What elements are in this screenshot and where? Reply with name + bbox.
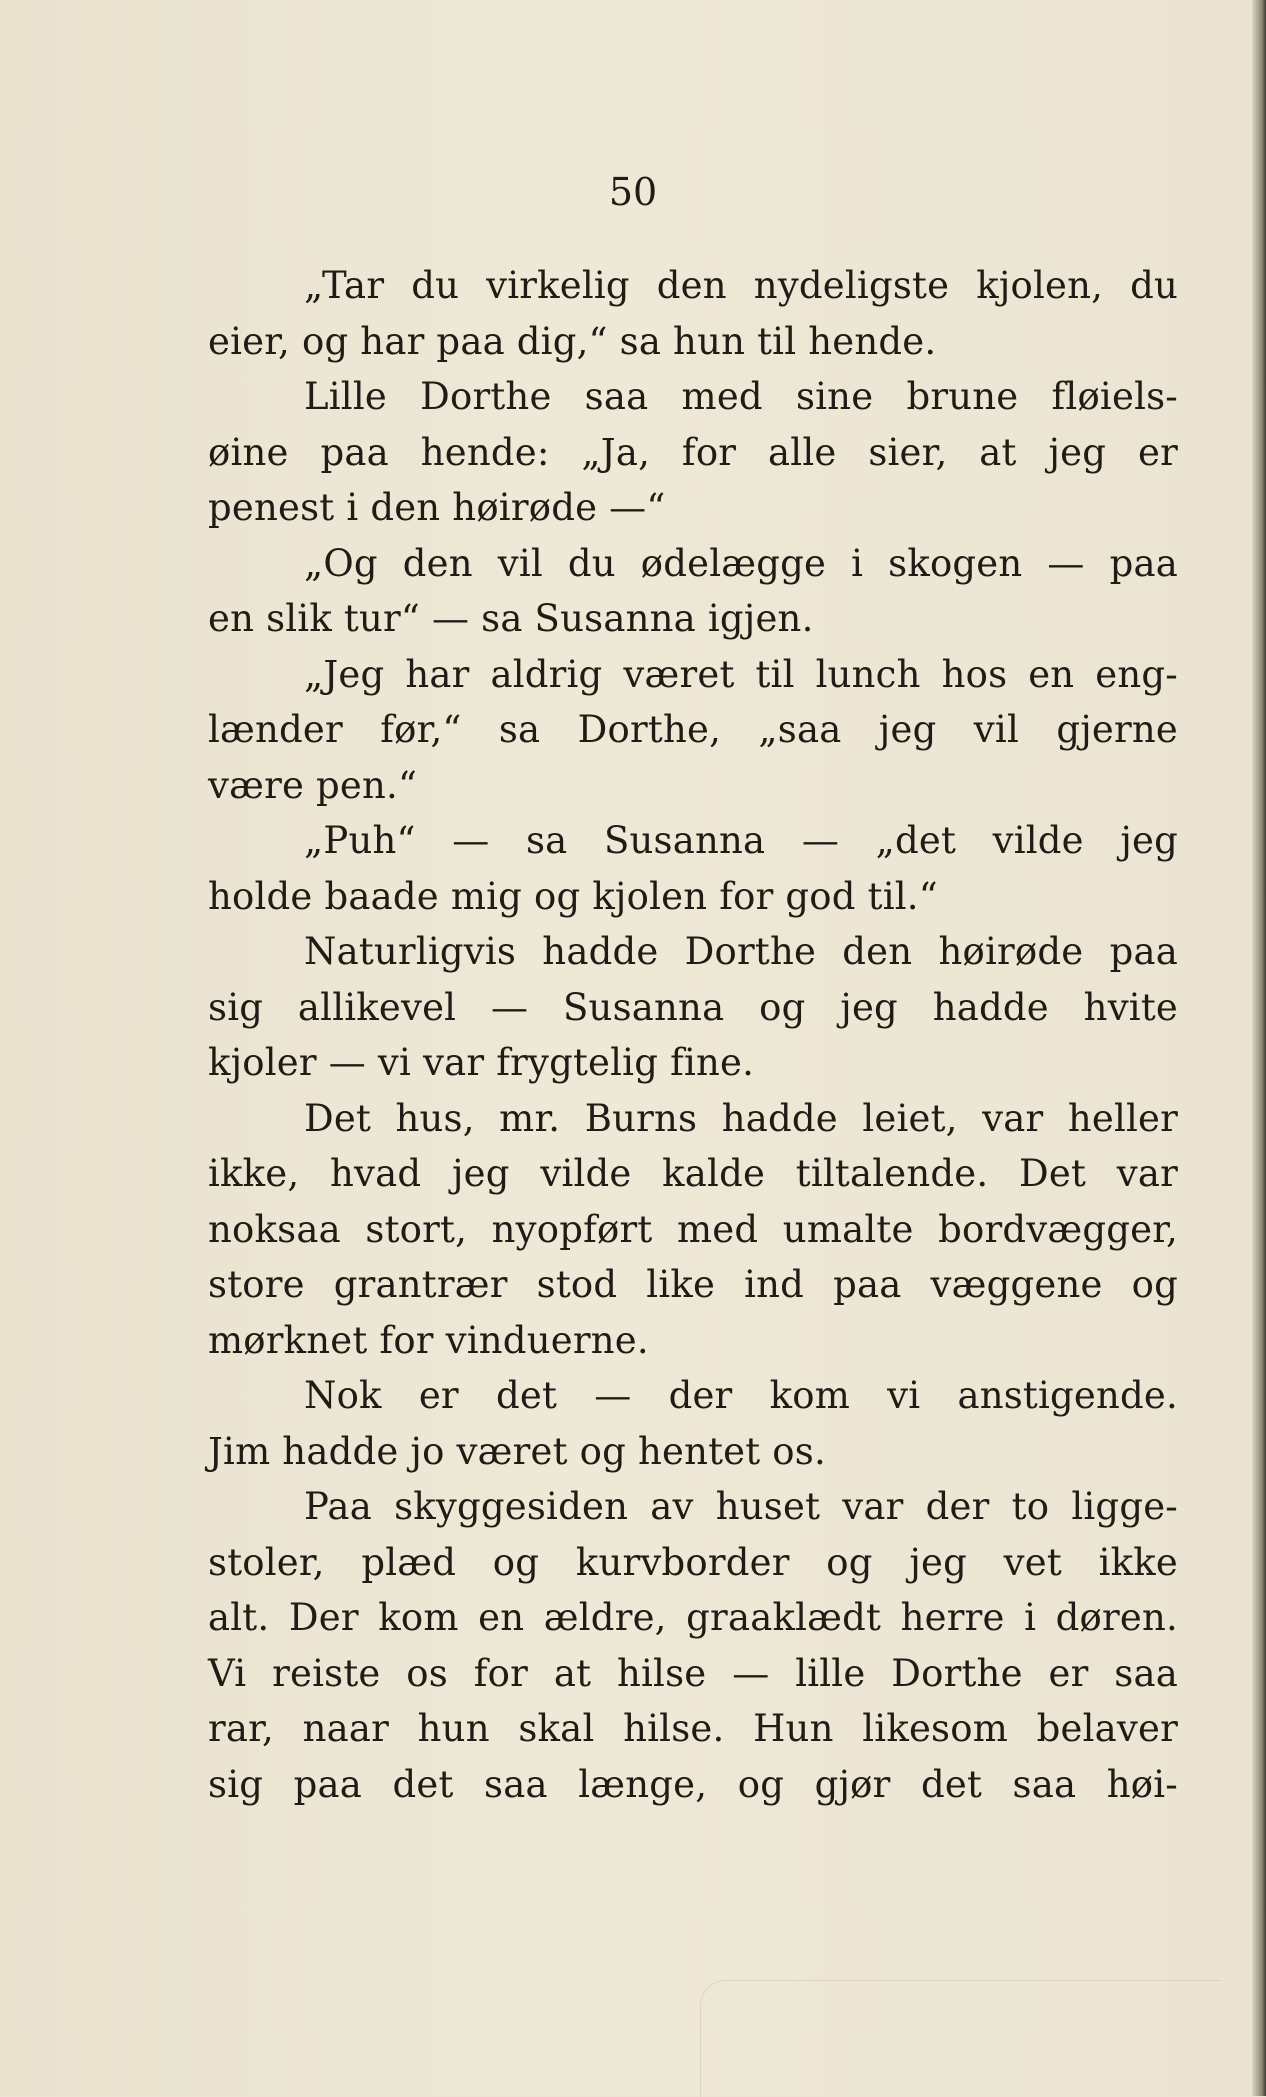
page-number: 50 [608,170,658,214]
text-line: en slik tur“ — sa Susanna igjen. [208,597,814,640]
text-line: være pen.“ [208,763,418,807]
text-line: Jim hadde jo været og hentet os. [208,1429,826,1473]
text-line: ikke, hvad jeg vilde kalde tiltalende. Det var [208,1152,1178,1195]
text-line: Det hus, mr. Burns hadde leiet, var heller [304,1096,1178,1140]
text-line: „Tar du virkelig den nydeligste kjolen, du [304,264,1178,307]
text-line: Vi reiste os for at hilse — lille Dorthe er saa [208,1651,1178,1695]
text-line: Paa skyggesiden av huset var der to ligge- [304,1485,1178,1528]
text-line: Nok er det — der kom vi anstigende. [304,1374,1178,1417]
text-line: sig paa det saa længe, og gjør det saa høi- [208,1762,1178,1806]
text-line: „Puh“ — sa Susanna — „det vilde jeg [304,819,1178,862]
text-line: store grantrær stod like ind paa væggene og [208,1263,1178,1306]
text-line: penest i den høirøde —“ [208,486,666,529]
text-line: rar, naar hun skal hilse. Hun likesom belaver [208,1707,1178,1750]
text-line: noksaa stort, nyopført med umalte bordvægger, [208,1207,1178,1251]
text-line: stoler, plæd og kurvborder og jeg vet ikke [208,1540,1178,1584]
paper-smudge [700,1980,1221,2097]
text-line: kjoler — vi var frygtelig fine. [208,1041,755,1084]
text-line: sig allikevel — Susanna og jeg hadde hvite [208,985,1178,1029]
text-line: alt. Der kom en ældre, graaklædt herre i døren. [208,1596,1178,1639]
text-line: Naturligvis hadde Dorthe den høirøde paa [304,930,1178,973]
text-line: „Jeg har aldrig været til lunch hos en eng- [304,652,1178,696]
body-text [208,258,1178,1812]
page-edge-shadow [1252,0,1266,2096]
text-line: Lille Dorthe saa med sine brune fløiels- [304,375,1178,418]
text-line: „Og den vil du ødelægge i skogen — paa [304,541,1178,585]
text-line: mørknet for vinduerne. [208,1318,649,1362]
text-line: øine paa hende: „Ja, for alle sier, at jeg er [208,430,1178,474]
text-line: holde baade mig og kjolen for god til.“ [208,874,938,918]
text-line: lænder før,“ sa Dorthe, „saa jeg vil gjerne [208,708,1178,751]
text-line: eier, og har paa dig,“ sa hun til hende. [208,319,937,363]
